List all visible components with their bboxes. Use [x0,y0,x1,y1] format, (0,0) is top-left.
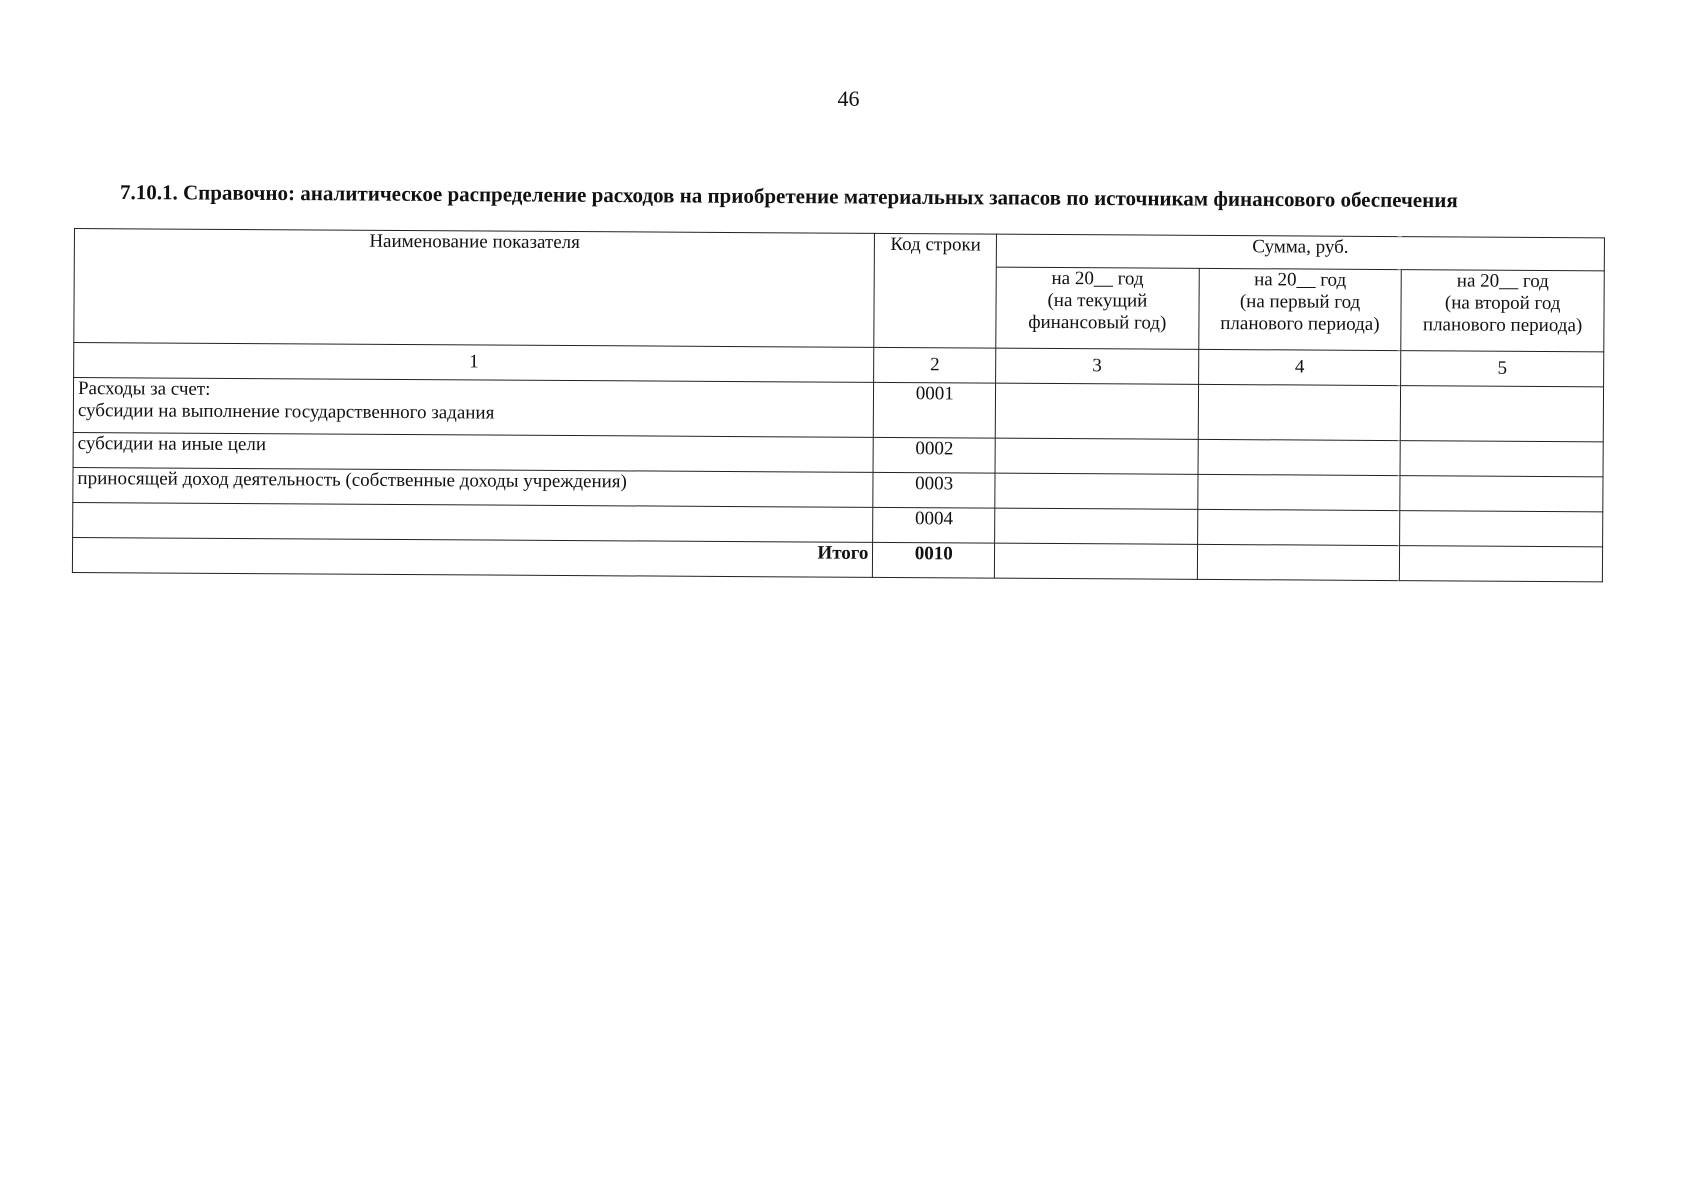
header-year-line: (на второй год [1444,292,1561,315]
row-name-line: субсидии на выполнение государственного задания [77,400,495,424]
page-number: 46 [837,86,860,111]
value-cell[interactable] [1198,384,1401,440]
row-name: субсидии на иные цели [73,432,874,472]
section-title: 7.10.1. Справочно: аналитическое распределение расходов на приобретение материальных запасов по источникам финансового обеспечения [119,180,1458,213]
header-year-line: (на текущий [1047,289,1148,312]
value-cell[interactable] [1400,441,1603,477]
row-name: приносящей доход деятельность (собственные доходы учреждения) [73,467,874,507]
value-cell[interactable] [995,473,1198,509]
column-number: 3 [996,348,1199,384]
value-cell[interactable] [1400,511,1603,547]
row-name [73,378,874,438]
value-cell[interactable] [1198,439,1401,475]
header-year-line: финансовый год) [1028,311,1167,334]
value-cell[interactable] [1197,474,1400,510]
header-year-second-plan [1401,270,1604,352]
header-year-line: планового периода) [1422,314,1583,337]
header-year-line: на 20__ год [1456,270,1549,293]
value-cell[interactable] [1401,386,1604,442]
header-year-line: планового периода) [1220,313,1380,335]
column-number: 2 [874,347,996,383]
row-code: 0004 [873,507,995,543]
header-year-first-plan [1198,268,1401,350]
header-year-line: на 20__ год [1254,269,1347,291]
header-year-line: на 20__ год [1051,267,1144,290]
expense-distribution-table [72,228,1605,582]
value-cell[interactable] [995,438,1198,474]
header-indicator-name: Наименование показателя [74,229,875,348]
column-number: 1 [74,343,875,383]
value-cell[interactable] [994,543,1197,579]
row-code: 0001 [874,382,996,438]
value-cell[interactable] [1400,476,1603,512]
header-row-code: Код строки [874,233,996,348]
row-name-line: Расходы за счет: [77,378,211,400]
row-name[interactable] [73,502,874,542]
header-year-current [996,267,1199,349]
column-number: 5 [1401,351,1604,387]
table-row [73,378,1603,442]
total-code: 0010 [873,542,995,578]
value-cell[interactable] [1197,509,1400,545]
column-number: 4 [1198,349,1401,385]
header-sum: Сумма, руб. [996,234,1604,271]
value-cell[interactable] [1197,544,1400,580]
value-cell[interactable] [995,383,1198,439]
row-code: 0003 [873,472,995,508]
header-year-line: (на первый год [1239,291,1361,313]
row-code: 0002 [873,437,995,473]
value-cell[interactable] [995,508,1198,544]
value-cell[interactable] [1400,546,1603,582]
total-label: Итого [72,537,873,577]
